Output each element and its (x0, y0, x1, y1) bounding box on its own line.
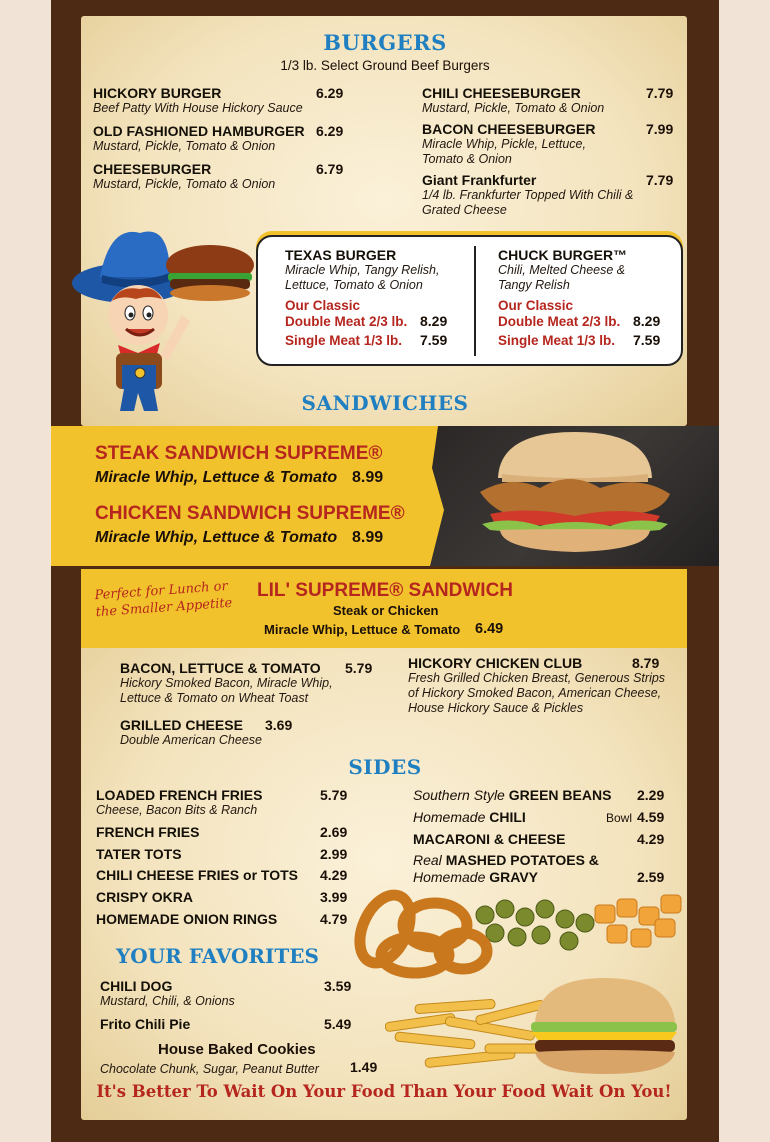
item-name: TATER TOTS (96, 846, 182, 862)
cowboy-mascot-icon (70, 215, 280, 415)
featured-burger (498, 247, 678, 351)
double-meat-label: Double Meat 2/3 lb. (498, 314, 621, 329)
item-name: LOADED FRENCH FRIES (96, 787, 263, 803)
item-price: 7.79 (646, 85, 674, 101)
item-name: GREEN BEANS (508, 787, 612, 803)
sides-photo-icon (345, 885, 695, 980)
favorite-item (100, 978, 360, 1009)
item-name: CHILI (489, 809, 526, 825)
lil-tagline: Perfect for Lunch or the Smaller Appetite (94, 578, 233, 621)
footer-slogan: It's Better To Wait On Your Food Than Your Food Wait On You! (96, 1082, 672, 1101)
single-meat-price: 7.59 (633, 332, 661, 348)
side-item (413, 831, 673, 847)
item-name: GRILLED CHEESE (120, 717, 243, 733)
item-desc: Mustard, Pickle, Tomato & Onion (93, 177, 276, 191)
item-desc: Beef Patty With House Hickory Sauce (93, 101, 303, 115)
item-name: MACARONI & CHEESE (413, 831, 566, 847)
burger-item (422, 121, 678, 167)
item-price: 6.79 (316, 161, 344, 177)
item-name: Frito Chili Pie (100, 1016, 191, 1032)
item-prefix: Southern Style (413, 787, 509, 803)
item-name: HICKORY CHICKEN CLUB (408, 655, 583, 671)
item-desc: Miracle Whip, Tangy Relish, Lettuce, Tomato & Onion (285, 263, 440, 292)
double-meat-price: 8.29 (420, 313, 448, 329)
item-desc: Miracle Whip, Pickle, Lettuce, Tomato & Onion (422, 137, 586, 166)
item-desc: Chili, Melted Cheese & Tangy Relish (498, 263, 626, 292)
burger-and-fries-photo-icon (385, 978, 685, 1078)
item-name: BACON, LETTUCE & TOMATO (120, 660, 321, 676)
burger-item (93, 123, 353, 154)
chicken-sandwich-image-icon (470, 430, 680, 558)
classic-label: Our Classic (285, 298, 361, 313)
item-name: HICKORY BURGER (93, 85, 222, 101)
favorites-heading: YOUR FAVORITES (116, 944, 319, 968)
item-name: FRENCH FRIES (96, 824, 200, 840)
item-prefix: Homemade (413, 869, 490, 885)
item-price: 3.59 (324, 978, 352, 994)
item-name: CRISPY OKRA (96, 889, 193, 905)
item-price: 8.79 (632, 655, 660, 671)
favorite-item (100, 1016, 360, 1032)
item-name: TEXAS BURGER (285, 247, 397, 263)
sandwich-item (408, 655, 664, 716)
side-item (413, 787, 673, 803)
steak-sandwich-name: STEAK SANDWICH SUPREME® (95, 443, 383, 464)
item-name: OLD FASHIONED HAMBURGER (93, 123, 305, 139)
featured-burger (285, 247, 470, 351)
item-name: CHILI DOG (100, 978, 173, 994)
item-name: MASHED POTATOES & (445, 852, 599, 868)
burger-item (93, 85, 353, 116)
item-prefix: Homemade (413, 809, 490, 825)
item-price: 5.49 (324, 1016, 352, 1032)
sides-heading: SIDES (348, 755, 422, 779)
item-desc: Mustard, Pickle, Tomato & Onion (422, 101, 605, 115)
item-name: HOMEMADE ONION RINGS (96, 911, 278, 927)
item-desc: Double American Cheese (120, 733, 262, 747)
item-name: BACON CHEESEBURGER (422, 121, 596, 137)
burger-item (422, 85, 678, 116)
chicken-sandwich-price: 8.99 (352, 529, 384, 546)
lil-supreme-price: 6.49 (475, 621, 504, 637)
item-price: 2.99 (320, 846, 348, 862)
lil-supreme-sub: Steak or Chicken (333, 603, 439, 618)
cookies-desc (100, 1060, 319, 1078)
classic-label: Our Classic (498, 298, 574, 313)
item-price: 6.29 (316, 85, 344, 101)
side-item (413, 852, 673, 886)
item-name: GRAVY (489, 869, 539, 885)
item-price: 4.59 (637, 809, 665, 825)
chicken-sandwich-desc: Miracle Whip, Lettuce & Tomato (95, 529, 338, 546)
item-name: CHILI CHEESEBURGER (422, 85, 581, 101)
double-meat-label: Double Meat 2/3 lb. (285, 314, 408, 329)
item-desc: Mustard, Chili, & Onions (100, 994, 235, 1008)
side-item (96, 787, 356, 818)
burger-item (93, 161, 353, 192)
side-item (96, 824, 356, 840)
side-item (413, 809, 673, 825)
item-prefix: Real (413, 852, 446, 868)
single-meat-label: Single Meat 1/3 lb. (285, 333, 403, 348)
item-name: CHILI CHEESE FRIES or TOTS (96, 867, 298, 883)
item-price: 3.69 (265, 717, 293, 733)
item-price: 4.29 (320, 867, 348, 883)
sandwich-item (120, 717, 320, 748)
cookies-price: 1.49 (350, 1059, 378, 1075)
side-item (96, 889, 356, 905)
item-price: 4.29 (637, 831, 665, 847)
burgers-heading: BURGERS (323, 30, 447, 55)
item-price: 3.99 (320, 889, 348, 905)
item-price: 7.99 (646, 121, 674, 137)
burger-item (422, 172, 678, 218)
item-name: Giant Frankfurter (422, 172, 537, 188)
cookies-name: House Baked Cookies (158, 1041, 316, 1058)
side-item (96, 867, 356, 883)
sandwiches-heading: SANDWICHES (301, 391, 469, 415)
lil-supreme-desc: Miracle Whip, Lettuce & Tomato (264, 622, 461, 637)
box-divider (474, 246, 476, 356)
item-desc: Mustard, Pickle, Tomato & Onion (93, 139, 276, 153)
item-name: CHUCK BURGER™ (498, 247, 628, 263)
item-price: 2.29 (637, 787, 665, 803)
lil-supreme-name: LIL' SUPREME® SANDWICH (257, 580, 514, 601)
item-price: 4.79 (320, 911, 348, 927)
item-price: 6.29 (316, 123, 344, 139)
item-price: 5.79 (345, 660, 373, 676)
steak-sandwich-desc: Miracle Whip, Lettuce & Tomato (95, 469, 338, 486)
bowl-label: Bowl (606, 811, 633, 825)
chicken-sandwich-name: CHICKEN SANDWICH SUPREME® (95, 503, 405, 524)
item-price: 2.69 (320, 824, 348, 840)
single-meat-price: 7.59 (420, 332, 448, 348)
item-desc: Cheese, Bacon Bits & Ranch (96, 803, 258, 817)
item-price: 7.79 (646, 172, 674, 188)
single-meat-label: Single Meat 1/3 lb. (498, 333, 616, 348)
item-name: CHEESEBURGER (93, 161, 212, 177)
item-desc: 1/4 lb. Frankfurter Topped With Chili & Grated Cheese (422, 188, 634, 217)
item-price: 2.59 (637, 869, 665, 885)
side-item (96, 846, 356, 862)
steak-sandwich-price: 8.99 (352, 469, 384, 486)
cookies-desc-text: Chocolate Chunk, Sugar, Peanut Butter (100, 1062, 319, 1076)
burgers-subtitle: 1/3 lb. Select Ground Beef Burgers (280, 58, 490, 73)
double-meat-price: 8.29 (633, 313, 661, 329)
sandwich-item (120, 660, 380, 706)
item-price: 5.79 (320, 787, 348, 803)
item-desc: Hickory Smoked Bacon, Miracle Whip, Lettuce & Tomato on Wheat Toast (120, 676, 333, 705)
item-desc: Fresh Grilled Chicken Breast, Generous Strips of Hickory Smoked Bacon, American Cheese, House Hickory Sauce & Pickles (408, 671, 666, 715)
side-item (96, 911, 356, 927)
